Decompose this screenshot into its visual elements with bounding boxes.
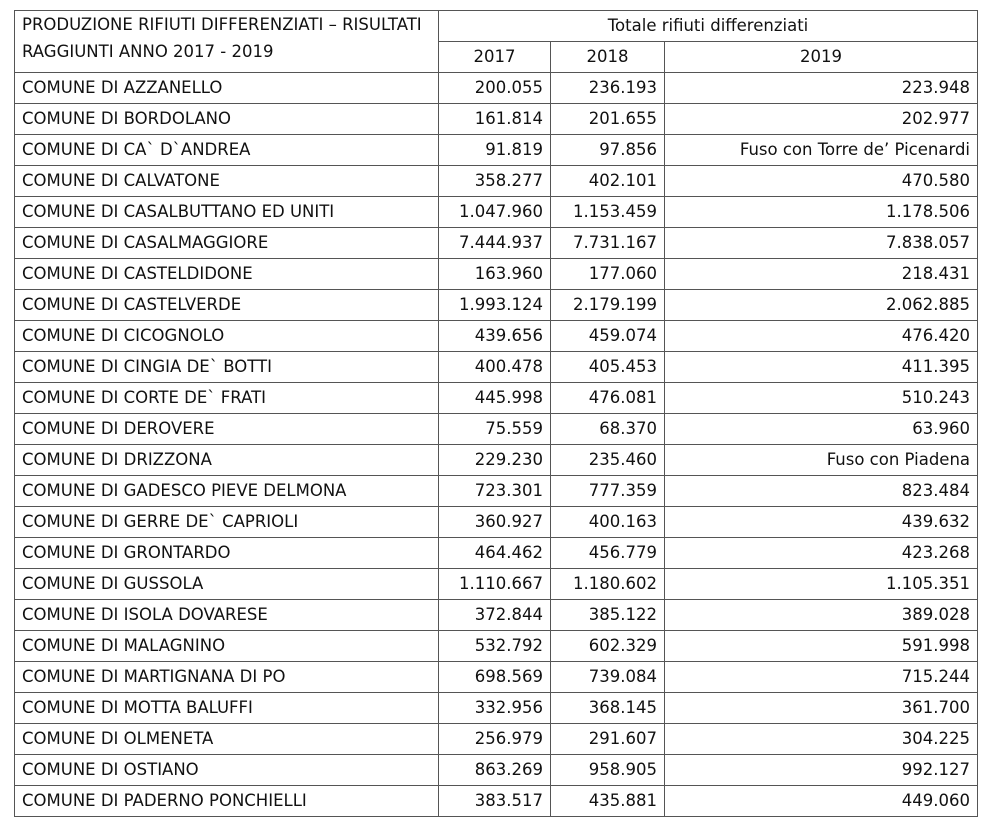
value-2019: 423.268 (665, 538, 978, 569)
table-row (15, 662, 978, 693)
municipality-name: COMUNE DI CASALMAGGIORE (15, 228, 439, 259)
value-2018: 291.607 (551, 724, 665, 755)
value-2019: Fuso con Torre de’ Picenardi (665, 135, 978, 166)
value-2018: 177.060 (551, 259, 665, 290)
municipality-name: COMUNE DI MOTTA BALUFFI (15, 693, 439, 724)
value-2017: 464.462 (439, 538, 551, 569)
municipality-name: COMUNE DI PADERNO PONCHIELLI (15, 786, 439, 817)
table-row (15, 538, 978, 569)
value-2019: 449.060 (665, 786, 978, 817)
municipality-name: COMUNE DI CA` D`ANDREA (15, 135, 439, 166)
group-header: Totale rifiuti differenziati (607, 16, 809, 35)
municipality-name: COMUNE DI AZZANELLO (15, 73, 439, 104)
value-2018: 201.655 (551, 104, 665, 135)
value-2018: 402.101 (551, 166, 665, 197)
municipality-name: COMUNE DI ISOLA DOVARESE (15, 600, 439, 631)
value-2018: 459.074 (551, 321, 665, 352)
value-2017: 1.047.960 (439, 197, 551, 228)
municipality-name: COMUNE DI CICOGNOLO (15, 321, 439, 352)
value-2019: 1.105.351 (665, 569, 978, 600)
year-header-2017: 2017 (439, 42, 551, 73)
value-2017: 360.927 (439, 507, 551, 538)
value-2018: 739.084 (551, 662, 665, 693)
value-2018: 1.153.459 (551, 197, 665, 228)
value-2017: 75.559 (439, 414, 551, 445)
value-2018: 777.359 (551, 476, 665, 507)
value-2017: 7.444.937 (439, 228, 551, 259)
value-2018: 958.905 (551, 755, 665, 786)
municipality-name: COMUNE DI GUSSOLA (15, 569, 439, 600)
value-2018: 385.122 (551, 600, 665, 631)
value-2019: 202.977 (665, 104, 978, 135)
value-2019: 591.998 (665, 631, 978, 662)
value-2018: 368.145 (551, 693, 665, 724)
table-row (15, 569, 978, 600)
table-row (15, 259, 978, 290)
value-2018: 97.856 (551, 135, 665, 166)
municipality-name: COMUNE DI CASTELDIDONE (15, 259, 439, 290)
municipality-name: COMUNE DI GADESCO PIEVE DELMONA (15, 476, 439, 507)
table-row (15, 786, 978, 817)
header-row-top (15, 11, 978, 42)
value-2017: 723.301 (439, 476, 551, 507)
table-row (15, 166, 978, 197)
value-2017: 229.230 (439, 445, 551, 476)
value-2018: 602.329 (551, 631, 665, 662)
table-title: PRODUZIONE RIFIUTI DIFFERENZIATI – RISULTATI RAGGIUNTI ANNO 2017 - 2019 (22, 15, 422, 61)
value-2019: 361.700 (665, 693, 978, 724)
municipality-name: COMUNE DI CALVATONE (15, 166, 439, 197)
table-row (15, 352, 978, 383)
municipality-name: COMUNE DI DRIZZONA (15, 445, 439, 476)
municipality-name: COMUNE DI DEROVERE (15, 414, 439, 445)
value-2017: 161.814 (439, 104, 551, 135)
municipality-name: COMUNE DI MALAGNINO (15, 631, 439, 662)
value-2019: 63.960 (665, 414, 978, 445)
value-2018: 400.163 (551, 507, 665, 538)
value-2018: 2.179.199 (551, 290, 665, 321)
value-2017: 383.517 (439, 786, 551, 817)
municipality-name: COMUNE DI CASTELVERDE (15, 290, 439, 321)
value-2017: 698.569 (439, 662, 551, 693)
table-row (15, 507, 978, 538)
table-row (15, 104, 978, 135)
municipality-name: COMUNE DI CINGIA DE` BOTTI (15, 352, 439, 383)
municipality-name: COMUNE DI BORDOLANO (15, 104, 439, 135)
value-2017: 863.269 (439, 755, 551, 786)
value-2019: 715.244 (665, 662, 978, 693)
group-header-cell (439, 11, 978, 42)
value-2017: 256.979 (439, 724, 551, 755)
value-2019: 439.632 (665, 507, 978, 538)
year-header-2018: 2018 (551, 42, 665, 73)
value-2017: 445.998 (439, 383, 551, 414)
municipality-name: COMUNE DI OLMENETA (15, 724, 439, 755)
value-2017: 532.792 (439, 631, 551, 662)
table-row (15, 631, 978, 662)
value-2019: 470.580 (665, 166, 978, 197)
municipality-name: COMUNE DI MARTIGNANA DI PO (15, 662, 439, 693)
year-header-2019: 2019 (665, 42, 978, 73)
table-title-cell (15, 11, 439, 73)
value-2019: 1.178.506 (665, 197, 978, 228)
value-2017: 1.993.124 (439, 290, 551, 321)
table-row (15, 445, 978, 476)
value-2017: 91.819 (439, 135, 551, 166)
table-row (15, 135, 978, 166)
value-2019: 218.431 (665, 259, 978, 290)
table-row (15, 197, 978, 228)
value-2018: 7.731.167 (551, 228, 665, 259)
table-row (15, 476, 978, 507)
value-2018: 405.453 (551, 352, 665, 383)
value-2019: 411.395 (665, 352, 978, 383)
table-row (15, 228, 978, 259)
value-2017: 332.956 (439, 693, 551, 724)
municipality-name: COMUNE DI CORTE DE` FRATI (15, 383, 439, 414)
value-2018: 1.180.602 (551, 569, 665, 600)
value-2019: 992.127 (665, 755, 978, 786)
municipality-name: COMUNE DI GRONTARDO (15, 538, 439, 569)
municipality-name: COMUNE DI CASALBUTTANO ED UNITI (15, 197, 439, 228)
value-2019: 510.243 (665, 383, 978, 414)
value-2019: 7.838.057 (665, 228, 978, 259)
table-row (15, 290, 978, 321)
table-row (15, 693, 978, 724)
value-2017: 358.277 (439, 166, 551, 197)
value-2019: 2.062.885 (665, 290, 978, 321)
value-2019: 223.948 (665, 73, 978, 104)
value-2018: 236.193 (551, 73, 665, 104)
value-2018: 68.370 (551, 414, 665, 445)
value-2018: 235.460 (551, 445, 665, 476)
table-row (15, 321, 978, 352)
table-row (15, 724, 978, 755)
value-2019: 476.420 (665, 321, 978, 352)
waste-production-table (14, 10, 978, 817)
table-row (15, 755, 978, 786)
value-2019: Fuso con Piadena (665, 445, 978, 476)
value-2018: 476.081 (551, 383, 665, 414)
value-2019: 823.484 (665, 476, 978, 507)
value-2017: 400.478 (439, 352, 551, 383)
table-row (15, 383, 978, 414)
value-2017: 163.960 (439, 259, 551, 290)
value-2018: 456.779 (551, 538, 665, 569)
municipality-name: COMUNE DI OSTIANO (15, 755, 439, 786)
value-2017: 1.110.667 (439, 569, 551, 600)
municipality-name: COMUNE DI GERRE DE` CAPRIOLI (15, 507, 439, 538)
value-2019: 304.225 (665, 724, 978, 755)
table-row (15, 73, 978, 104)
value-2017: 200.055 (439, 73, 551, 104)
table-row (15, 414, 978, 445)
value-2019: 389.028 (665, 600, 978, 631)
value-2018: 435.881 (551, 786, 665, 817)
value-2017: 439.656 (439, 321, 551, 352)
table-row (15, 600, 978, 631)
value-2017: 372.844 (439, 600, 551, 631)
